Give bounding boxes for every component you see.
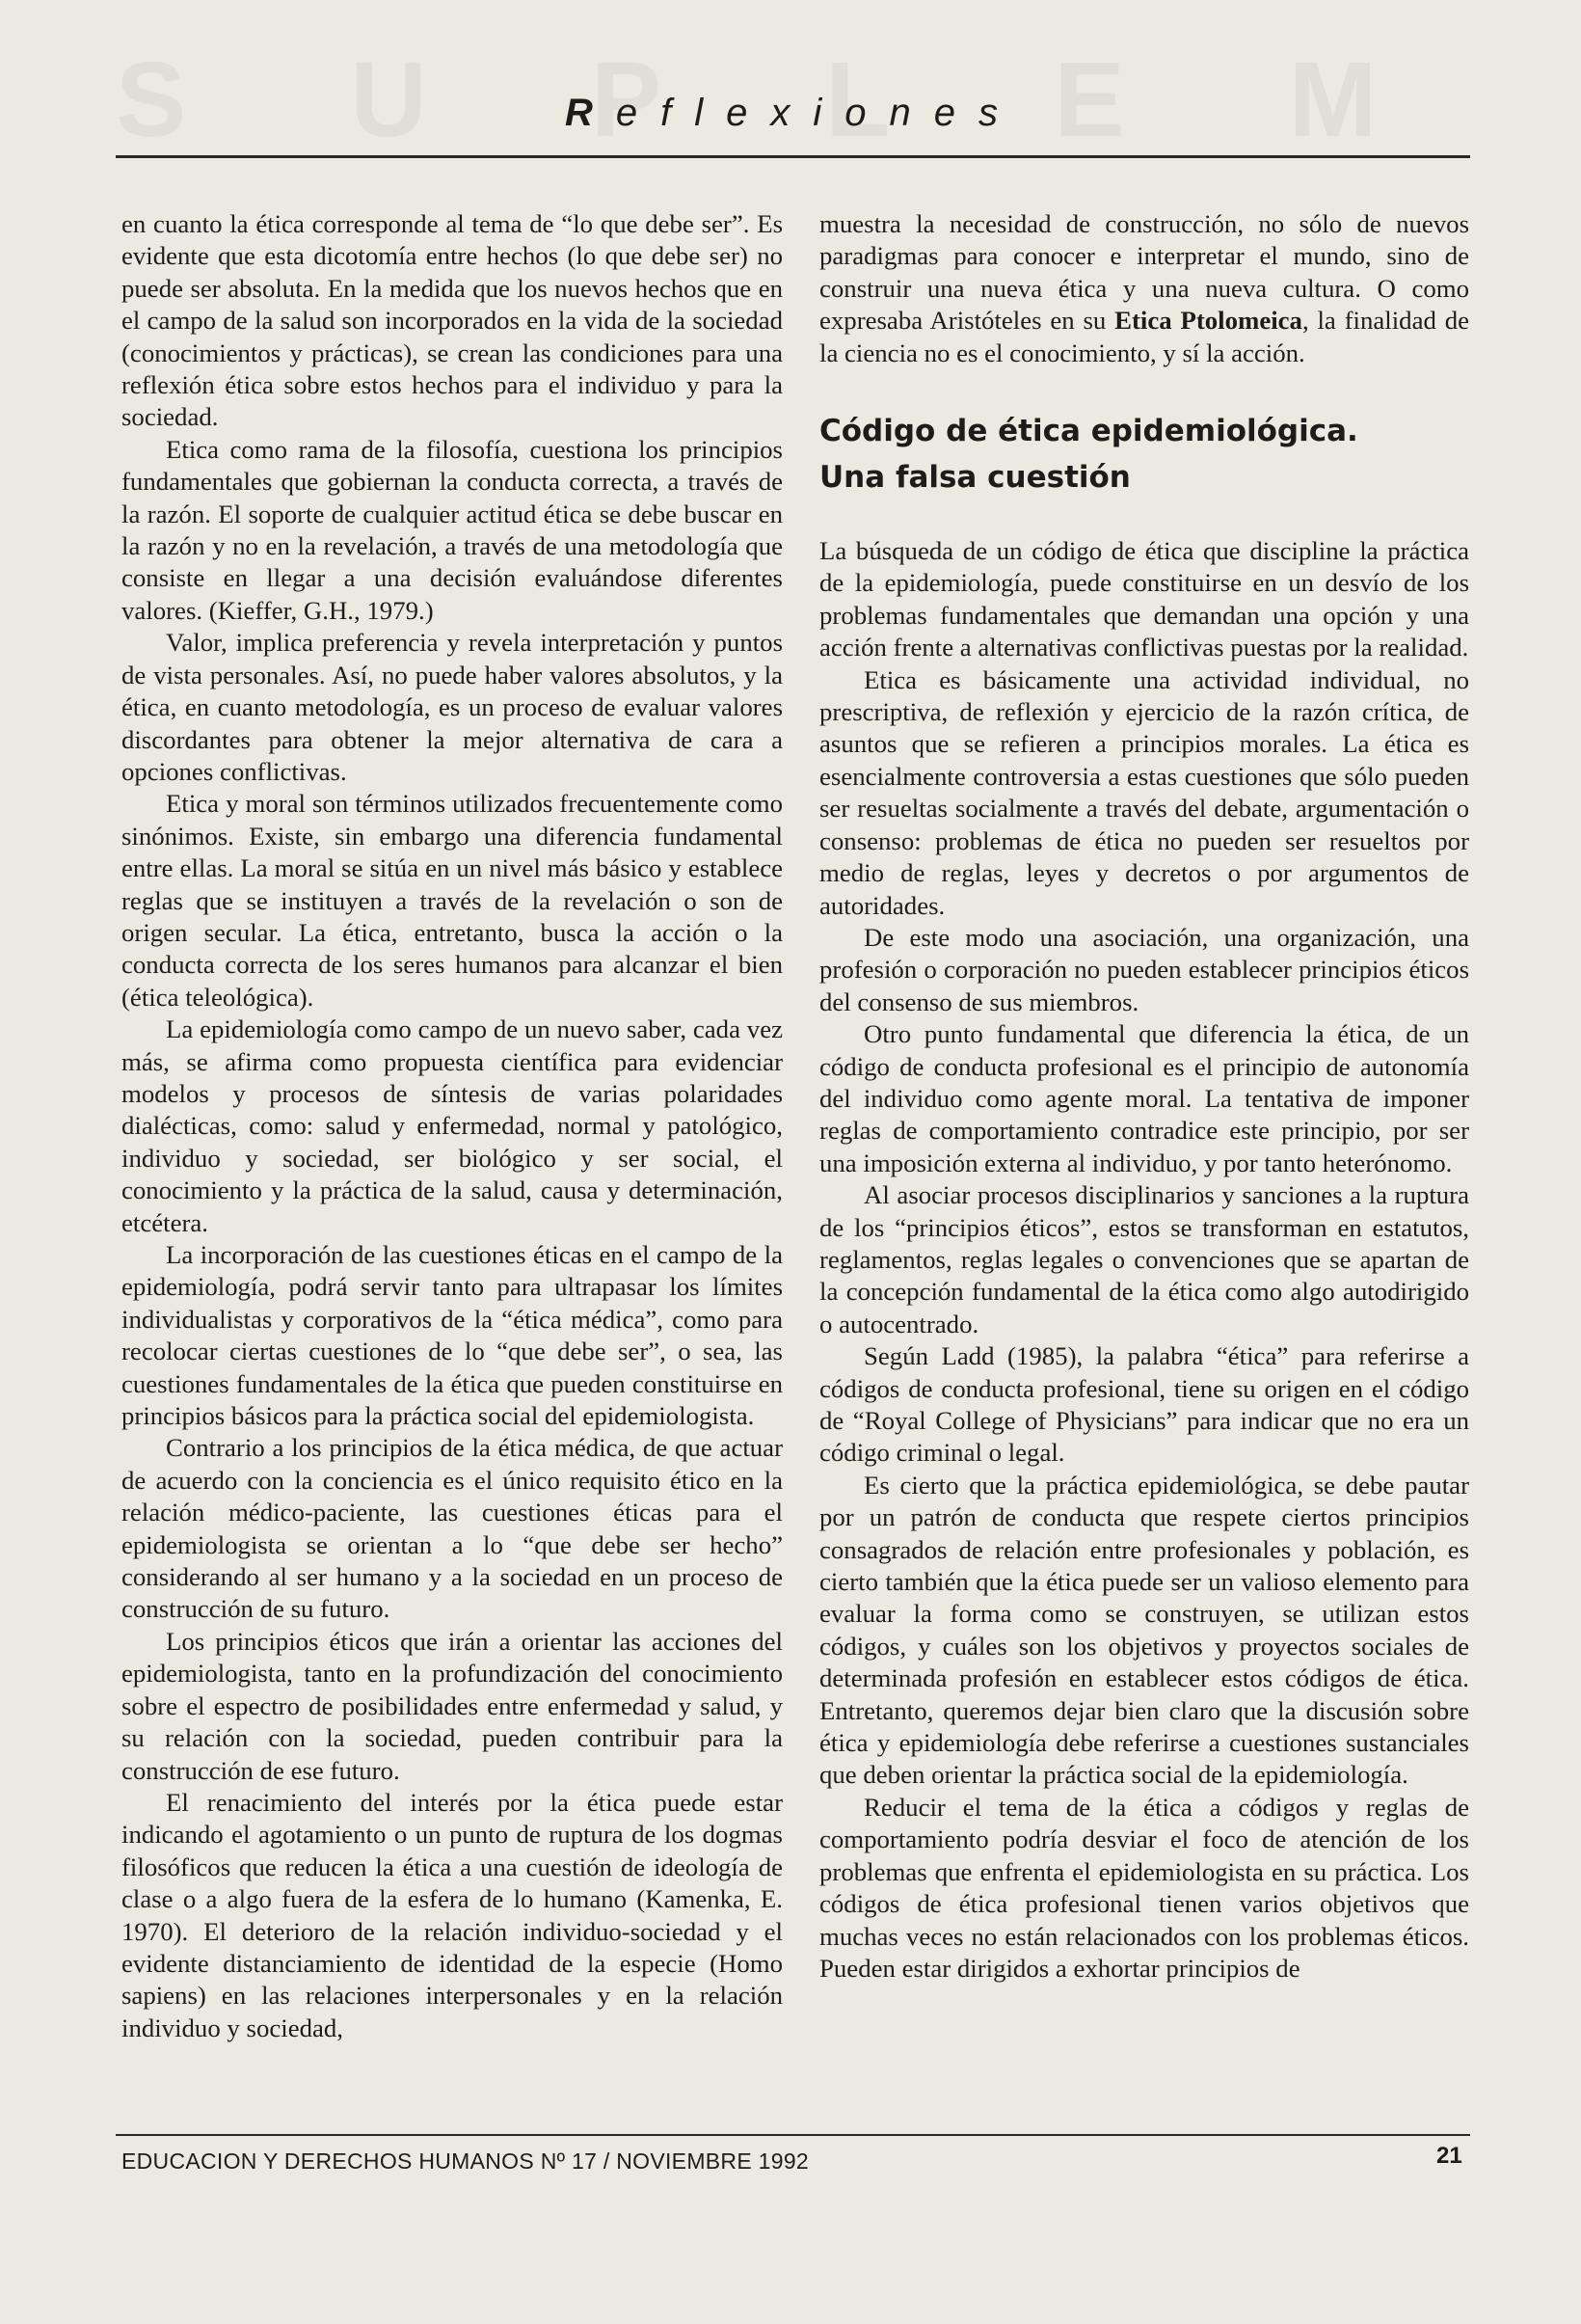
paragraph: Según Ladd (1985), la palabra “ética” para referirse a códigos de conducta profesional, tiene su origen en el código de “Royal College of Physicians” para indicar que no era un código criminal o legal. [819,1341,1469,1468]
paragraph: Reducir el tema de la ética a códigos y reglas de comportamiento podría desviar el foco de atención de los problemas que enfrenta el epidemiologista en su práctica. Los códigos de ética profesional tienen varios objetivos que muchas veces no están relacionados con los problemas éticos. Pueden estar dirigidos a exhortar principios de [819,1792,1469,1983]
left-column [121,208,783,2044]
paragraph: Etica y moral son términos utilizados frecuentemente como sinónimos. Existe, sin embargo una diferencia fundamental entre ellas. La moral se sitúa en un nivel más básico y establece reglas que se instituyen a través de la revelación o son de origen secular. La ética, entretanto, busca la acción o la conducta correcta de los seres humanos para alcanzar el bien (ética teleológica). [121,789,783,1012]
footer-divider [116,2134,1470,2136]
section-heading [819,408,1469,500]
paragraph: Etica es básicamente una actividad individual, no prescriptiva, de reflexión y ejercicio de la razón crítica, de asuntos que se refieren a principios morales. La ética es esencialmente controversia a estas cuestiones que sólo pueden ser resueltas socialmente a través del debate, argumentación o consenso: problemas de ética no pueden ser resueltos por medio de reglas, leyes y decretos o por argumentos de autoridades. [819,664,1469,920]
paragraph: El renacimiento del interés por la ética puede estar indicando el agotamiento o un punto de ruptura de los dogmas filosóficos que reducen la ética a una cuestión de ideología de clase o a algo fuera de la esfera de lo humano (Kamenka, E. 1970). El deterioro de la relación individuo-sociedad y el evidente distanciamiento de identidad de la especie (Homo sapiens) en las relaciones interpersonales y en la relación individuo y sociedad, [121,1787,783,2042]
paragraph: La epidemiología como campo de un nuevo saber, cada vez más, se afirma como propuesta científica para evidenciar modelos y procesos de síntesis de varias polaridades dialécticas, como: salud y enfermedad, normal y patológico, individuo y sociedad, ser biológico y ser social, el conocimiento y la práctica de la salud, causa y determinación, etcétera. [121,1014,783,1237]
page-number: 21 [1436,2143,1462,2169]
paragraph: De este modo una asociación, una organización, una profesión o corporación no pueden establecer principios éticos del consenso de sus miembros. [819,922,1469,1016]
paragraph: Otro punto fundamental que diferencia la ética, de un código de conducta profesional es el principio de autonomía del individuo como agente moral. La tentativa de imponer reglas de comportamiento contradice este principio, por ser una imposición externa al individuo, y por tanto heterónomo. [819,1019,1469,1177]
paragraph: Valor, implica preferencia y revela interpretación y puntos de vista personales. Así, no puede haber valores absolutos, y la ética, en cuanto metodología, es un proceso de evaluar valores discordantes para obtener la mejor alternativa de cara a opciones conflictivas. [121,628,783,786]
section-title [116,92,1470,135]
section-title-initial: R [564,92,616,134]
section-title-rest: eflexiones [615,92,1021,134]
paragraph: Contrario a los principios de la ética médica, de que actuar de acuerdo con la conciencia es el único requisito ético en la relación médico-paciente, las cuestiones éticas para el epidemiologista se orientan a lo “que debe ser hecho” considerando al ser humano y a la sociedad en un proceso de construcción de su futuro. [121,1433,783,1624]
section-heading-line-2: Una falsa cuestión [819,460,1131,496]
paragraph: Es cierto que la práctica epidemiológica, se debe pautar por un patrón de conducta que respete ciertos principios consagrados de relación entre profesionales y población, es cierto también que la ética puede ser un valioso elemento para evaluar la forma como se construyen, se utilizan estos códigos, y cuáles son los objetivos y proyectos sociales de determinada profesión en establecer estos códigos de ética. Entretanto, queremos dejar bien claro que la discusión sobre ética y epidemiología debe referirse a cuestiones sustanciales que deben orientar la práctica social de la epidemiología. [819,1470,1469,1790]
right-column [819,208,1469,1985]
intro-text-end: , la finalidad de la ciencia no es el conocimiento, y sí la acción. [819,306,1469,367]
paragraph: Al asociar procesos disciplinarios y sanciones a la ruptura de los “principios éticos”, estos se transforman en estatutos, reglamentos, reglas legales o convenciones que se apartan de la concepción fundamental de la ética como algo autodirigido o autocentrado. [819,1180,1469,1338]
footer-journal-info: EDUCACION Y DERECHOS HUMANOS Nº 17 / NOVIEMBRE 1992 [121,2148,810,2174]
section-header [116,92,1470,158]
paragraph: Etica como rama de la filosofía, cuestiona los principios fundamentales que gobiernan la conducta correcta, a través de la razón. El soporte de cualquier actitud ética se debe buscar en la razón y no en la revelación, a través de una metodología que consiste en llegar a una decisión evaluándose diferentes valores. (Kieffer, G.H., 1979.) [121,434,783,625]
section-heading-line-1: Código de ética epidemiológica. [819,414,1358,449]
intro-text: muestra la necesidad de construcción, no sólo de nuevos paradigmas para conocer e interpretar el mundo, sino de construir una nueva ética y una nueva cultura. O como expresaba Aristóteles en su [819,209,1469,336]
paragraph: en cuanto la ética corresponde al tema de “lo que debe ser”. Es evidente que esta dicotomía entre hechos (lo que debe ser) no puede ser absoluta. En la medida que los nuevos hechos que en el campo de la salud son incorporados en la vida de la sociedad (conocimientos y prácticas), se crean las condiciones para una reflexión ética sobre estos hechos para el individuo y para la sociedad. [121,209,783,432]
paragraph [819,208,1469,369]
paragraph: Los principios éticos que irán a orientar las acciones del epidemiologista, tanto en la profundización del conocimiento sobre el espectro de posibilidades entre enfermedad y salud, y su relación con la sociedad, pueden contribuir para la construcción de ese futuro. [121,1626,783,1785]
paragraph: La búsqueda de un código de ética que discipline la práctica de la epidemiología, puede constituirse en un desvío de los problemas fundamentales que demandan una opción y una acción frente a alternativas conflictivas puestas por la realidad. [819,536,1469,662]
paragraph: La incorporación de las cuestiones éticas en el campo de la epidemiología, podrá servir tanto para ultrapasar los límites individualistas y corporativos de la “ética médica”, como para recolocar ciertas cuestiones de lo “que debe ser”, o sea, las cuestiones fundamentales de la ética que pueden constituirse en principios básicos para la práctica social del epidemiologista. [121,1240,783,1431]
work-title: Etica Ptolomeica [1114,306,1302,336]
